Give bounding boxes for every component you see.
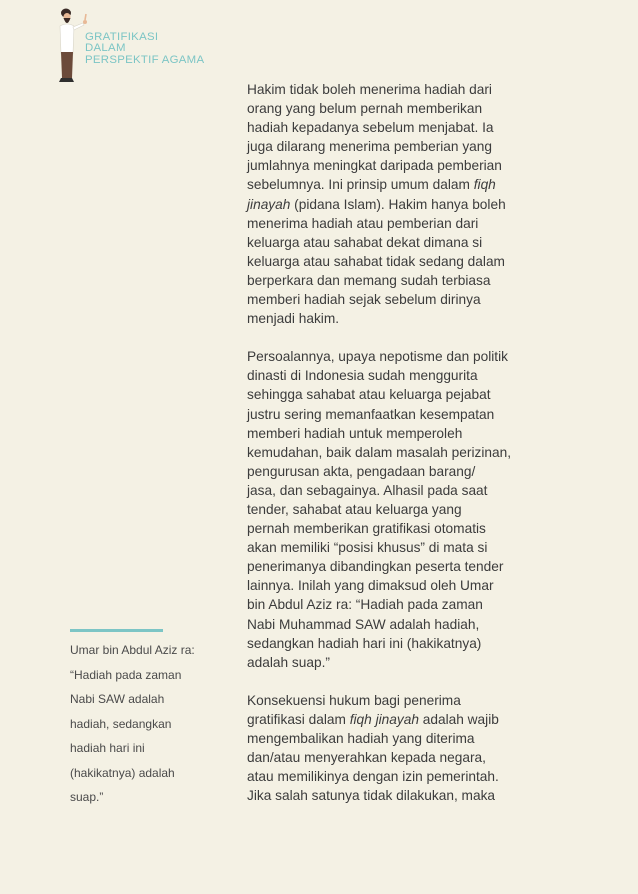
text-segment: kemudahan, baik dalam masalah perizinan, <box>247 444 512 460</box>
text-segment: Konsekuensi hukum bagi penerima <box>247 692 461 708</box>
text-segment: Hakim tidak boleh menerima hadiah dari <box>247 82 492 97</box>
text-line <box>247 500 567 519</box>
quote-line: (hakikatnya) adalah <box>70 765 175 780</box>
text-line <box>247 786 567 805</box>
text-segment: keluarga atau sahabat dekat dimana si <box>247 234 483 250</box>
text-segment: jumlahnya meningkat daripada pemberian <box>247 158 502 174</box>
text-line <box>247 710 567 729</box>
text-line <box>247 481 567 500</box>
text-segment: orang yang belum pernah memberikan <box>247 101 483 117</box>
quote-line: Nabi SAW adalah <box>70 692 165 706</box>
running-title-line: DALAM <box>85 42 126 55</box>
text-segment: pernah memberikan gratifikasi otomatis <box>247 521 486 537</box>
quote-line: hadiah hari ini <box>70 741 145 755</box>
running-title-line: GRATIFIKASI <box>85 31 159 43</box>
text-segment: adalah wajib <box>418 711 499 727</box>
quote-line: “Hadiah pada zaman <box>70 667 182 682</box>
text-segment: adalah suap.” <box>247 654 330 670</box>
page-header <box>55 6 275 86</box>
text-segment: jasa, dan sebagainya. Alhasil pada saat <box>247 482 488 498</box>
text-segment: bin Abdul Aziz ra: “Hadiah pada zaman <box>247 597 483 613</box>
text-segment: akan memiliki “posisi khusus” di mata si <box>247 540 488 556</box>
text-line <box>247 634 567 653</box>
text-segment: mengembalikan hadiah yang diterima <box>247 731 475 746</box>
text-segment: menjadi hakim. <box>247 311 340 327</box>
text-line <box>247 557 567 576</box>
text-line <box>247 80 567 99</box>
text-line <box>247 615 567 634</box>
text-line <box>247 519 567 538</box>
text-line <box>247 271 567 290</box>
text-line <box>247 653 567 672</box>
text-segment: sedangkan hadiah hari ini (hakikatnya) <box>247 635 482 651</box>
text-segment: Persoalannya, upaya nepotisme dan politik <box>247 349 508 365</box>
paragraph <box>247 691 567 806</box>
paragraph <box>247 80 567 328</box>
text-line <box>247 233 567 252</box>
text-segment: dinasti di Indonesia sudah menggurita <box>247 368 478 384</box>
text-segment: sebelumnya. Ini prinsip umum dalam <box>247 177 474 193</box>
text-segment: atau memilikinya dengan izin pemerintah. <box>247 769 499 785</box>
text-line <box>247 748 567 767</box>
body-text <box>247 80 567 805</box>
text-line <box>247 405 567 424</box>
text-segment: memberi hadiah untuk memperoleh <box>247 425 463 441</box>
text-line <box>247 99 567 118</box>
text-line <box>247 538 567 557</box>
text-segment: hadiah kepadanya sebelum menjabat. Ia <box>247 120 494 136</box>
text-segment: gratifikasi dalam <box>247 711 350 727</box>
text-line <box>247 252 567 271</box>
italic-term: fiqh <box>473 177 496 193</box>
quote-line: hadiah, sedangkan <box>70 716 172 731</box>
text-line <box>247 118 567 137</box>
text-line <box>247 462 567 481</box>
text-segment: berperkara dan memang sudah terbiasa <box>247 272 491 288</box>
text-line <box>247 290 567 309</box>
italic-term: fiqh jinayah <box>349 711 419 727</box>
paragraph <box>247 347 567 672</box>
text-segment: (pidana Islam). Hakim hanya boleh <box>290 196 506 212</box>
italic-term: jinayah <box>247 196 291 212</box>
text-segment: tender, sahabat atau keluarga yang <box>247 501 462 517</box>
text-line <box>247 137 567 156</box>
text-line <box>247 195 567 214</box>
text-line <box>247 595 567 614</box>
text-segment: memberi hadiah sejak sebelum dirinya <box>247 292 481 308</box>
text-line <box>247 156 567 175</box>
running-title-line: PERSPEKTIF AGAMA <box>85 53 205 66</box>
text-line <box>247 443 567 462</box>
running-title <box>85 32 204 66</box>
text-segment: Jika salah satunya tidak dilakukan, maka <box>247 788 496 804</box>
text-line <box>247 366 567 385</box>
text-line <box>247 691 567 710</box>
pull-quote <box>70 638 240 810</box>
text-segment: justru sering memanfaatkan kesempatan <box>247 406 495 422</box>
text-segment: sehingga sahabat atau keluarga pejabat <box>247 387 491 403</box>
text-segment: penerimanya dibandingkan peserta tender <box>247 559 504 575</box>
text-line <box>247 309 567 328</box>
text-segment: juga dilarang menerima pemberian yang <box>247 139 492 155</box>
text-line <box>247 214 567 233</box>
text-segment: lainnya. Inilah yang dimaksud oleh Umar <box>247 578 494 594</box>
quote-line: Umar bin Abdul Aziz ra: <box>70 643 195 657</box>
text-line <box>247 767 567 786</box>
text-line <box>247 729 567 748</box>
text-line <box>247 347 567 366</box>
text-segment: Nabi Muhammad SAW adalah hadiah, <box>247 616 480 632</box>
quote-line: suap.” <box>70 790 104 804</box>
text-segment: pengurusan akta, pengadaan barang/ <box>247 463 476 479</box>
text-segment: dan/atau menyerahkan kepada negara, <box>247 750 486 766</box>
text-segment: menerima hadiah atau pemberian dari <box>247 215 479 231</box>
text-segment: keluarga atau sahabat tidak sedang dalam <box>247 253 505 269</box>
text-line <box>247 576 567 595</box>
quote-divider <box>70 629 163 632</box>
text-line <box>247 424 567 443</box>
text-line <box>247 175 567 194</box>
text-line <box>247 385 567 404</box>
